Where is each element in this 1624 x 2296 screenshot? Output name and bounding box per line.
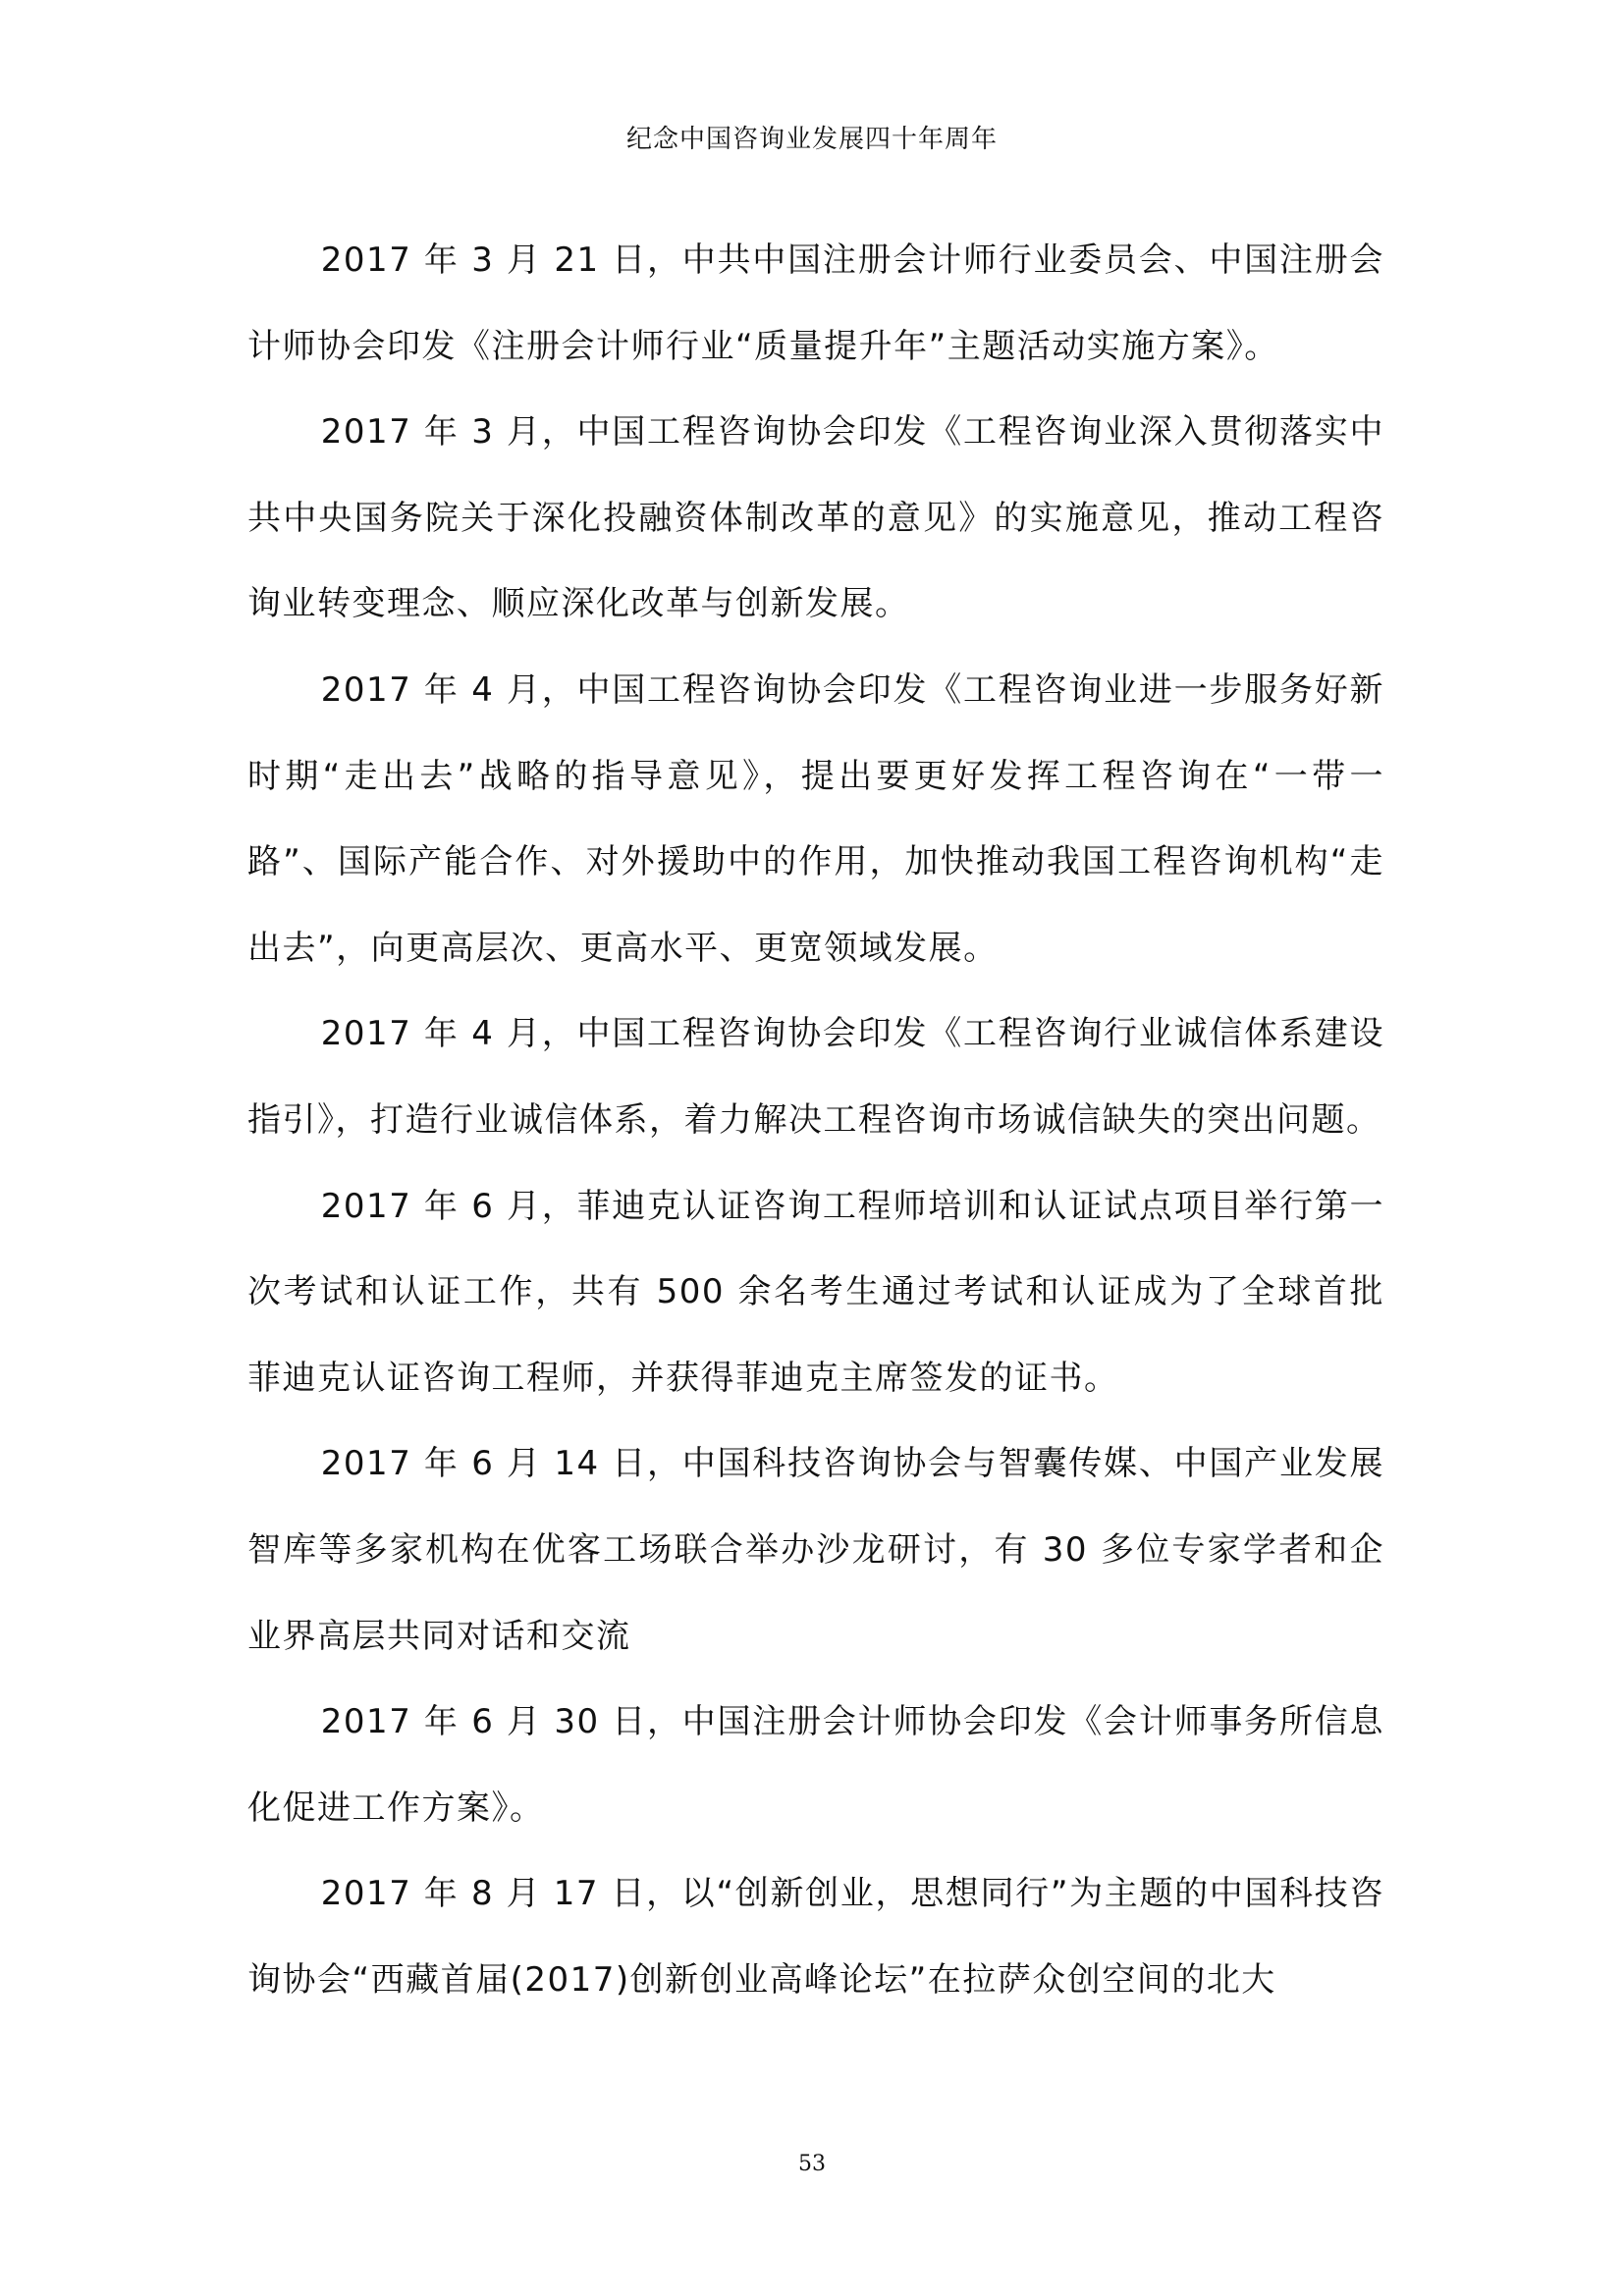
paragraph-2017-06-fidic: 2017 年 6 月，菲迪克认证咨询工程师培训和认证试点项目举行第一次考试和认证工作，共有 500 余名考生通过考试和认证成为了全球首批菲迪克认证咨询工程师，并获得菲迪克主席签发的证书。: [247, 1186, 1384, 1398]
body-text: [247, 218, 1384, 2023]
paragraph-2017-04-integrity: 2017 年 4 月，中国工程咨询协会印发《工程咨询行业诚信体系建设指引》，打造行业诚信体系，着力解决工程咨询市场诚信缺失的突出问题。: [247, 1014, 1384, 1140]
paragraph-2017-06-30: 2017 年 6 月 30 日，中国注册会计师协会印发《会计师事务所信息化促进工作方案》。: [247, 1702, 1384, 1828]
paragraph-2017-03: 2017 年 3 月，中国工程咨询协会印发《工程咨询业深入贯彻落实中共中央国务院关于深化投融资体制改革的意见》的实施意见，推动工程咨询业转变理念、顺应深化改革与创新发展。: [247, 412, 1384, 624]
page-number: 53: [798, 2152, 826, 2176]
paragraph-2017-06-14: 2017 年 6 月 14 日，中国科技咨询协会与智囊传媒、中国产业发展智库等多家机构在优客工场联合举办沙龙研讨，有 30 多位专家学者和企业界高层共同对话和交流: [247, 1444, 1384, 1656]
paragraph-2017-03-21: 2017 年 3 月 21 日，中共中国注册会计师行业委员会、中国注册会计师协会印发《注册会计师行业“质量提升年”主题活动实施方案》。: [247, 240, 1384, 366]
paragraph-2017-04-going-global: 2017 年 4 月，中国工程咨询协会印发《工程咨询业进一步服务好新时期“走出去”战略的指导意见》，提出要更好发挥工程咨询在“一带一路”、国际产能合作、对外援助中的作用，加快推动我国工程咨询机构“走出去”，向更高层次、更高水平、更宽领域发展。: [247, 669, 1384, 968]
paragraph-2017-08-17: 2017 年 8 月 17 日，以“创新创业，思想同行”为主题的中国科技咨询协会“西藏首届(2017)创新创业高峰论坛”在拉萨众创空间的北大: [247, 1874, 1384, 2000]
running-header: 纪念中国咨询业发展四十年周年: [625, 125, 998, 154]
